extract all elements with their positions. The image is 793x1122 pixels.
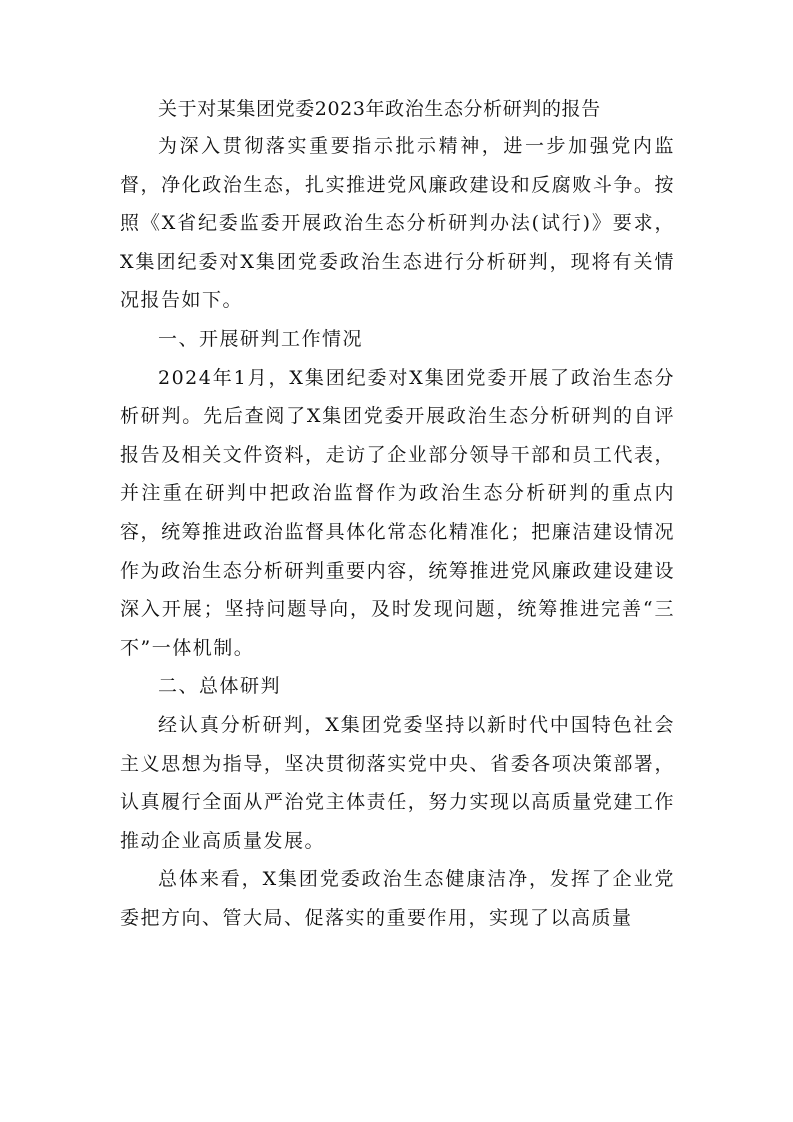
document-title: 关于对某集团党委2023年政治生态分析研判的报告: [158, 98, 601, 120]
paragraph-overall-view: 总体来看，X集团党委政治生态健康洁净，发挥了企业党委把方向、管大局、促落实的重要作用，实现了以高质量: [120, 868, 675, 929]
section-heading-1: 一、开展研判工作情况: [158, 327, 364, 350]
document-body: [120, 127, 675, 937]
section-heading-2: 二、总体研判: [158, 675, 282, 698]
paragraph-work-situation: 2024年1月，X集团纪委对X集团党委开展了政治生态分析研判。先后查阅了X集团党委开展政治生态分析研判的自评报告及相关文件资料，走访了企业部分领导干部和员工代表，并注重在研判中把政治监督作为政治生态分析研判的重点内容，统筹推进政治监督具体化常态化精准化；把廉洁建设情况作为政治生态分析研判重要内容，统筹推进党风廉政建设建设深入开展；坚持问题导向，及时发现问题，统筹推进完善“三不”一体机制。: [120, 366, 675, 659]
paragraph-overall-judgement: 经认真分析研判，X集团党委坚持以新时代中国特色社会主义思想为指导，坚决贯彻落实党中央、省委各项决策部署，认真履行全面从严治党主体责任，努力实现以高质量党建工作推动企业高质量发展。: [120, 713, 675, 852]
paragraph-intro: 为深入贯彻落实重要指示批示精神，进一步加强党内监督，净化政治生态，扎实推进党风廉政建设和反腐败斗争。按照《X省纪委监委开展政治生态分析研判办法(试行)》要求，X集团纪委对X集团党委政治生态进行分析研判，现将有关情况报告如下。: [120, 135, 675, 312]
